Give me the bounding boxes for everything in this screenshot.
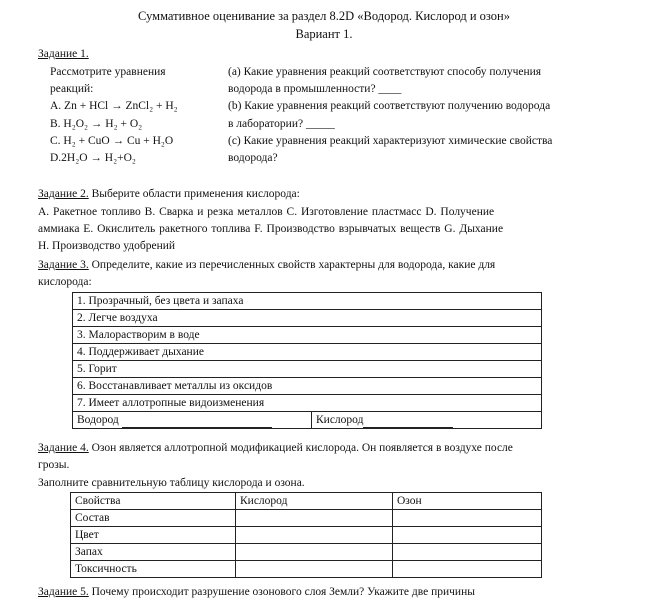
property-cell: 2. Легче воздуха: [73, 310, 542, 327]
question-c: (c) Какие уравнения реакций характеризуют химические свойства: [228, 135, 553, 147]
table-row: [71, 527, 542, 544]
equation-c: C. H₂ + CuO → Cu + H₂O: [50, 135, 174, 147]
task3-heading: [38, 257, 495, 273]
property-cell: 7. Имеет аллотропные видоизменения: [73, 395, 542, 412]
task4-text-2: грозы.: [38, 459, 70, 471]
task3-text: Определите, какие из перечисленных свойств характерны для водорода, какие для: [88, 259, 496, 271]
comparison-table: [70, 492, 542, 578]
hydrogen-answer-cell: [73, 412, 312, 429]
ozone-input-cell[interactable]: [393, 561, 542, 578]
task2-text: Выберите области применения кислорода:: [88, 188, 300, 200]
table-row: [71, 561, 542, 578]
oxygen-answer-line[interactable]: [363, 427, 453, 428]
task2-options-line2: аммиака E. Окислитель ракетного топлива F. Производство взрывчатых веществ G. Дыхание: [38, 223, 504, 235]
table-row: [73, 327, 542, 344]
table-row: [73, 293, 542, 310]
oxygen-input-cell[interactable]: [236, 561, 393, 578]
hydrogen-answer-line[interactable]: [122, 427, 272, 428]
table-row: [71, 510, 542, 527]
oxygen-input-cell[interactable]: [236, 527, 393, 544]
table-row: [73, 310, 542, 327]
header-properties: Свойства: [71, 493, 236, 510]
property-cell: 3. Малорастворим в воде: [73, 327, 542, 344]
task3-label: Задание 3.: [38, 259, 89, 271]
variant-label: Вариант 1.: [295, 27, 353, 41]
row-label: Запах: [71, 544, 236, 561]
ozone-input-cell[interactable]: [393, 527, 542, 544]
task1-intro: Рассмотрите уравнения: [50, 66, 166, 78]
property-cell: 5. Горит: [73, 361, 542, 378]
task1-intro-2: реакций:: [50, 83, 94, 95]
ozone-input-cell[interactable]: [393, 510, 542, 527]
task3-text-2: кислорода:: [38, 276, 92, 288]
oxygen-answer-cell: [312, 412, 542, 429]
table-header-row: [71, 493, 542, 510]
table-row: [73, 378, 542, 395]
task5-text: Почему происходит разрушение озонового слоя Земли? Укажите две причины: [88, 586, 475, 598]
property-cell: 4. Поддерживает дыхание: [73, 344, 542, 361]
task4-text-3: Заполните сравнительную таблицу кислорода и озона.: [38, 477, 305, 489]
ozone-input-cell[interactable]: [393, 544, 542, 561]
table-row: [73, 395, 542, 412]
table-row: [71, 544, 542, 561]
question-b: (b) Какие уравнения реакций соответствуют получению водорода: [228, 100, 551, 112]
task1-label: Задание 1.: [38, 48, 89, 60]
properties-table: [72, 292, 542, 429]
task2-options-line3: H. Производство удобрений: [38, 240, 176, 252]
hydrogen-label: Водород: [77, 413, 119, 426]
oxygen-input-cell[interactable]: [236, 544, 393, 561]
equation-a: A. Zn + HCl → ZnCl₂ + H₂: [50, 100, 178, 112]
task5-heading: [38, 584, 475, 600]
task4-text: Озон является аллотропной модификацией кислорода. Он появляется в воздухе после: [88, 442, 513, 454]
question-a: (a) Какие уравнения реакций соответствуют способу получения: [228, 66, 542, 78]
task5-label: Задание 5.: [38, 586, 89, 598]
task2-heading: [38, 186, 300, 202]
task4-label: Задание 4.: [38, 442, 89, 454]
property-cell: 1. Прозрачный, без цвета и запаха: [73, 293, 542, 310]
header-ozone: Озон: [393, 493, 542, 510]
task2-options-line1: A. Ракетное топливо B. Сварка и резка металлов C. Изготовление пластмасс D. Получение: [38, 206, 495, 218]
question-b-2: в лаборатории? _____: [228, 118, 335, 130]
equation-d: D.2H₂O → H₂+O₂: [50, 152, 136, 164]
question-c-2: водорода?: [228, 152, 278, 164]
page-title: Суммативное оценивание за раздел 8.2D «Водород. Кислород и озон»: [138, 9, 510, 23]
oxygen-label: Кислород: [316, 413, 364, 426]
property-cell: 6. Восстанавливает металлы из оксидов: [73, 378, 542, 395]
table-row: [73, 361, 542, 378]
question-a-2: водорода в промышленности? ____: [228, 83, 402, 95]
equation-b: B. H₂O₂ → H₂ + O₂: [50, 118, 143, 130]
task2-label: Задание 2.: [38, 188, 89, 200]
oxygen-input-cell[interactable]: [236, 510, 393, 527]
row-label: Цвет: [71, 527, 236, 544]
header-oxygen: Кислород: [236, 493, 393, 510]
table-row: [73, 344, 542, 361]
row-label: Токсичность: [71, 561, 236, 578]
task4-heading: [38, 440, 513, 456]
table-row: [73, 412, 542, 429]
row-label: Состав: [71, 510, 236, 527]
